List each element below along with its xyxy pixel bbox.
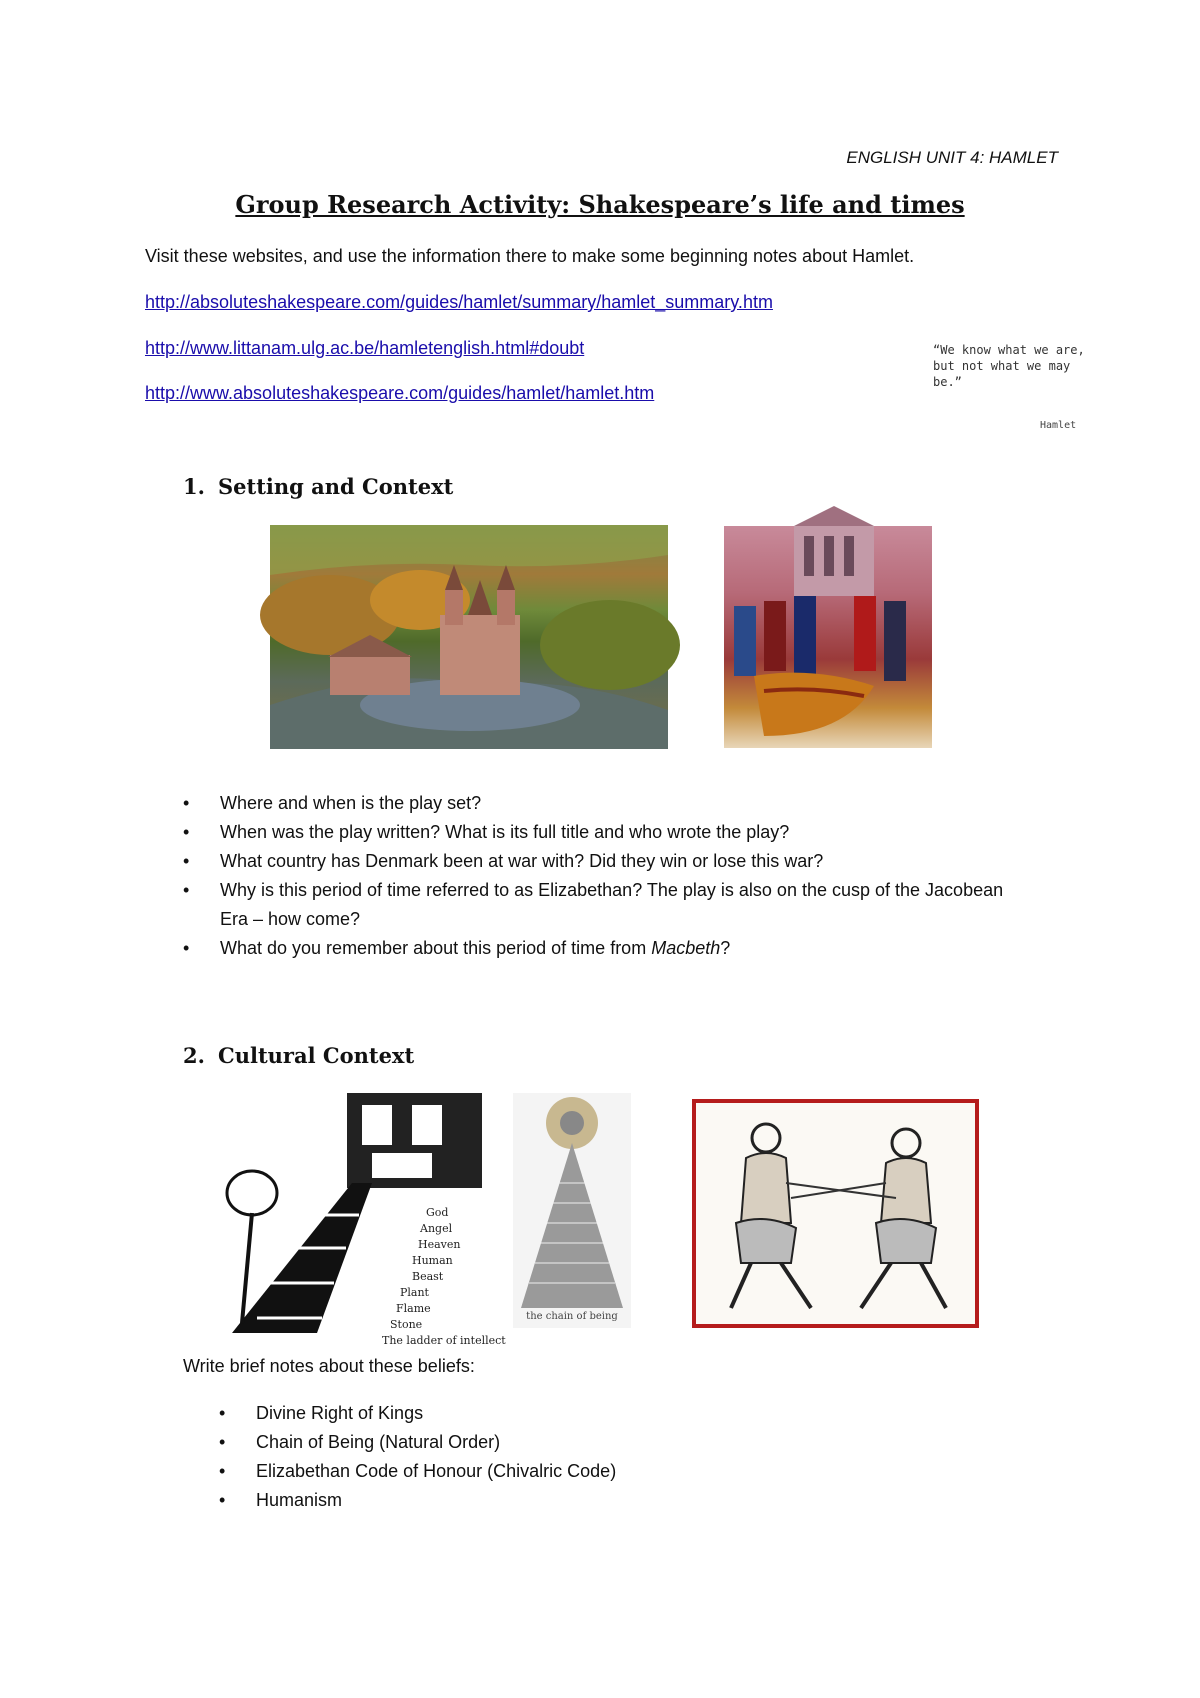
ladder-label: Flame bbox=[396, 1302, 431, 1315]
list-item: • What country has Denmark been at war with? Did they win or lose this war? bbox=[183, 847, 1033, 876]
pyramid-caption: the chain of being bbox=[526, 1311, 618, 1322]
section-title: Setting and Context bbox=[218, 474, 454, 499]
section-cultural-heading bbox=[183, 1043, 414, 1068]
ladder-caption: The ladder of intellect bbox=[382, 1334, 506, 1347]
list-item: • Elizabethan Code of Honour (Chivalric Code) bbox=[219, 1457, 919, 1486]
duel-illustration bbox=[696, 1103, 975, 1324]
list-item: • Where and when is the play set? bbox=[183, 789, 1033, 818]
ladder-label: Human bbox=[412, 1254, 453, 1267]
court-illustration bbox=[724, 526, 932, 748]
page-title: Group Research Activity: Shakespeare’s life and times bbox=[235, 190, 965, 219]
beliefs-list bbox=[219, 1399, 919, 1515]
list-item: • Why is this period of time referred to as Elizabethan? The play is also on the cusp of the Jacobean Era – how come? bbox=[183, 876, 1033, 934]
ladder-of-intellect-woodcut bbox=[222, 1093, 506, 1347]
castle-illustration bbox=[270, 525, 668, 749]
macbeth-title: Macbeth bbox=[651, 938, 721, 958]
ladder-label: God bbox=[426, 1206, 449, 1219]
ladder-label: Plant bbox=[400, 1286, 429, 1299]
castle-photo bbox=[270, 525, 668, 749]
unit-header: ENGLISH UNIT 4: HAMLET bbox=[846, 148, 1058, 167]
pyramid-illustration bbox=[513, 1093, 631, 1328]
ladder-label: Beast bbox=[412, 1270, 444, 1283]
list-item: • When was the play written? What is its full title and who wrote the play? bbox=[183, 818, 1033, 847]
section-title: Cultural Context bbox=[218, 1043, 415, 1068]
intro-text: Visit these websites, and use the information there to make some beginning notes about Hamlet. bbox=[145, 246, 915, 266]
link-hamlet-guide[interactable]: http://www.absoluteshakespeare.com/guides/hamlet/hamlet.htm bbox=[145, 383, 655, 403]
hamlet-quote: “We know what we are, but not what we may be.” bbox=[933, 343, 1085, 389]
medieval-court-painting bbox=[724, 526, 932, 748]
ladder-label: Stone bbox=[390, 1318, 423, 1331]
chain-of-being-pyramid bbox=[513, 1093, 631, 1328]
setting-questions bbox=[183, 789, 1033, 963]
section-setting-heading bbox=[183, 474, 453, 499]
list-item: • Divine Right of Kings bbox=[219, 1399, 919, 1428]
link-littanam-doubt[interactable]: http://www.littanam.ulg.ac.be/hamletenglish.html#doubt bbox=[145, 338, 585, 358]
list-item: • Chain of Being (Natural Order) bbox=[219, 1428, 919, 1457]
list-item: • Humanism bbox=[219, 1486, 919, 1515]
section-number: 2. bbox=[183, 1043, 205, 1068]
ladder-label: Heaven bbox=[418, 1238, 461, 1251]
section-number: 1. bbox=[183, 474, 205, 499]
question-text-end: ? bbox=[720, 938, 731, 958]
question-text: What do you remember about this period of time from bbox=[220, 938, 652, 958]
sword-duel-woodcut bbox=[692, 1099, 979, 1328]
list-item bbox=[183, 934, 1033, 963]
quote-attribution: Hamlet bbox=[1040, 420, 1077, 431]
notes-instruction: Write brief notes about these beliefs: bbox=[183, 1356, 475, 1376]
ladder-label: Angel bbox=[420, 1222, 453, 1235]
link-hamlet-summary[interactable]: http://absoluteshakespeare.com/guides/hamlet/summary/hamlet_summary.htm bbox=[145, 292, 773, 312]
